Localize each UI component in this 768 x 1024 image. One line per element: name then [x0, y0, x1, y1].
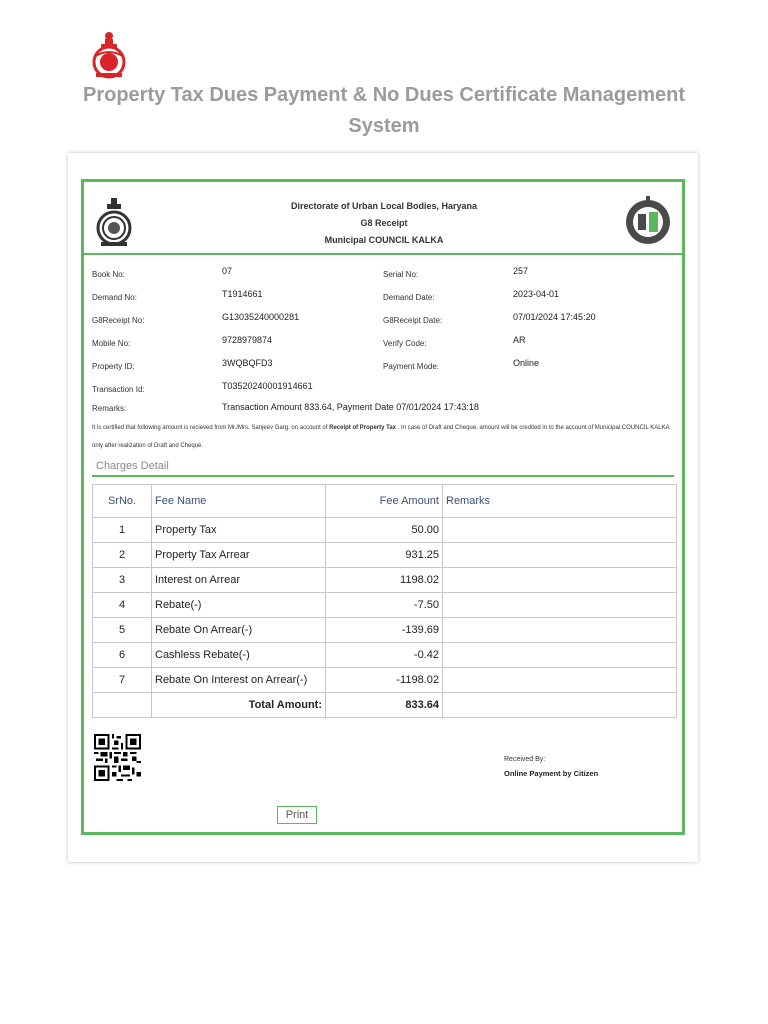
book-no-label: Book No:: [92, 270, 125, 279]
table-header-row: [93, 485, 677, 518]
header-receipt-type: G8 Receipt: [360, 218, 408, 228]
table-row: [93, 643, 677, 668]
header-municipality: Municipal COUNCIL KALKA: [324, 235, 444, 245]
charges-table: [92, 484, 677, 718]
cell-srno: 2: [93, 543, 152, 568]
g8receipt-date-value: 07/01/2024 17:45:20: [513, 312, 596, 322]
table-row: [93, 668, 677, 693]
cell-fee-name: Rebate On Arrear(-): [152, 618, 326, 643]
cell-srno: 4: [93, 593, 152, 618]
g8receipt-no-value: G13035240000281: [222, 312, 300, 322]
remarks-label: Remarks:: [92, 404, 127, 413]
cell-fee-name: Cashless Rebate(-): [152, 643, 326, 668]
state-emblem-icon: [94, 196, 134, 248]
cell-srno: 3: [93, 568, 152, 593]
cell-srno: 7: [93, 668, 152, 693]
cell-fee-name: Rebate(-): [152, 593, 326, 618]
demand-date-value: 2023-04-01: [513, 289, 560, 299]
cell-fee-amount: -0.42: [326, 643, 443, 668]
demand-date-label: Demand Date:: [383, 293, 435, 302]
field-row: [92, 266, 672, 289]
haryana-emblem-icon: [90, 27, 128, 79]
cell-remarks: [443, 643, 677, 668]
cell-fee-amount: 931.25: [326, 543, 443, 568]
ulb-logo-icon: [624, 194, 672, 248]
demand-no-value: T1914661: [222, 289, 263, 299]
certification-part2: . In case of Draft and Cheque, amount will be credited in to the account of Municipal COUNCIL KALKA only after realization of Draft and Cheque.: [92, 425, 670, 449]
col-remarks: Remarks: [443, 485, 677, 518]
cell-srno: 6: [93, 643, 152, 668]
table-row: [93, 568, 677, 593]
charges-divider: [92, 475, 674, 477]
cell-remarks: [443, 518, 677, 543]
table-row: [93, 593, 677, 618]
field-row: [92, 289, 672, 312]
cell-fee-amount: -1198.02: [326, 668, 443, 693]
cell-empty: [93, 693, 152, 718]
transaction-id-value: T03520240001914661: [222, 381, 313, 391]
cell-remarks: [443, 543, 677, 568]
cell-remarks: [443, 618, 677, 643]
received-by-value: Online Payment by Citizen: [504, 769, 599, 778]
cell-fee-amount: -139.69: [326, 618, 443, 643]
mobile-no-label: Mobile No:: [92, 339, 131, 348]
field-row: [92, 312, 672, 335]
received-by-label: Received By:: [504, 756, 546, 763]
charges-detail-title: Charges Detail: [96, 460, 169, 472]
property-id-label: Property ID:: [92, 362, 135, 371]
total-amount-value: 833.64: [326, 693, 443, 718]
certification-part1: It is certified that following amount is recieved from Mr./Mrs. Sanjeev Garg. on account of: [92, 425, 330, 431]
cell-fee-name: Property Tax Arrear: [152, 543, 326, 568]
receipt-fields: [92, 266, 672, 404]
cell-fee-name: Rebate On Interest on Arrear(-): [152, 668, 326, 693]
certification-bold: Receipt of Property Tax: [329, 425, 397, 431]
cell-fee-amount: -7.50: [326, 593, 443, 618]
cell-srno: 1: [93, 518, 152, 543]
receipt-card: [68, 153, 698, 862]
cell-remarks: [443, 593, 677, 618]
print-button[interactable]: Print: [277, 806, 317, 824]
certification-text: [92, 419, 677, 455]
g8receipt-no-label: G8Receipt No:: [92, 316, 145, 325]
qr-code-icon: [94, 734, 141, 781]
g8receipt-date-label: G8Receipt Date:: [383, 316, 443, 325]
col-fee-name: Fee Name: [152, 485, 326, 518]
receipt-header: [204, 198, 564, 249]
cell-remarks: [443, 668, 677, 693]
header-department: Directorate of Urban Local Bodies, Haryana: [290, 201, 478, 211]
table-row: [93, 518, 677, 543]
col-fee-amount: Fee Amount: [326, 485, 443, 518]
payment-mode-value: Online: [513, 358, 540, 368]
table-row: [93, 543, 677, 568]
page-title: Property Tax Dues Payment & No Dues Certificate Management System: [82, 84, 686, 137]
cell-fee-name: Property Tax: [152, 518, 326, 543]
transaction-id-label: Transaction Id:: [92, 385, 145, 394]
cell-fee-amount: 50.00: [326, 518, 443, 543]
cell-srno: 5: [93, 618, 152, 643]
cell-remarks: [443, 568, 677, 593]
mobile-no-value: 9728979874: [222, 335, 273, 345]
total-row: [93, 693, 677, 718]
cell-fee-amount: 1198.02: [326, 568, 443, 593]
total-amount-label: Total Amount:: [152, 693, 326, 718]
verify-code-value: AR: [513, 335, 526, 345]
serial-no-label: Serial No:: [383, 270, 419, 279]
demand-no-label: Demand No:: [92, 293, 137, 302]
verify-code-label: Verify Code:: [383, 339, 427, 348]
field-row: [92, 358, 672, 381]
field-row: [92, 381, 672, 404]
book-no-value: 07: [222, 266, 233, 276]
header-divider: [84, 253, 682, 255]
property-id-value: 3WQBQFD3: [222, 358, 273, 368]
serial-no-value: 257: [513, 266, 529, 276]
cell-empty: [443, 693, 677, 718]
payment-mode-label: Payment Mode:: [383, 362, 440, 371]
field-row: [92, 335, 672, 358]
g8-receipt: [81, 179, 685, 835]
remarks-value: Transaction Amount 833.64, Payment Date 07/01/2024 17:43:18: [222, 402, 479, 412]
table-row: [93, 618, 677, 643]
col-srno: SrNo.: [93, 485, 152, 518]
cell-fee-name: Interest on Arrear: [152, 568, 326, 593]
